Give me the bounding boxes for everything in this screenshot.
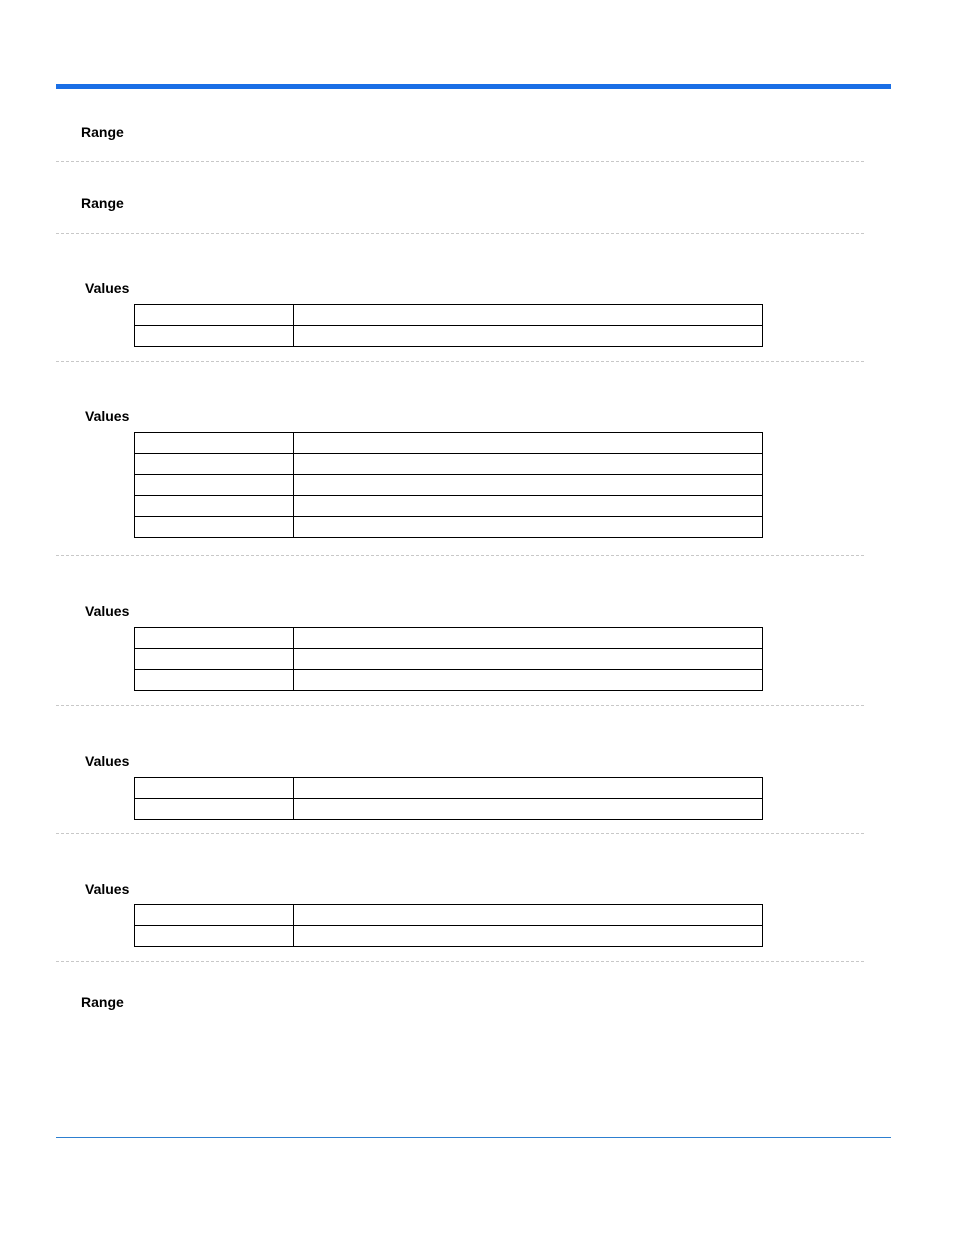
table-cell	[294, 475, 763, 496]
table-cell	[135, 496, 294, 517]
range-label: Range	[81, 195, 124, 211]
table-cell	[294, 326, 763, 347]
values-table	[134, 304, 763, 347]
section-divider	[56, 233, 864, 234]
section-divider	[56, 833, 864, 834]
table-cell	[135, 649, 294, 670]
table-cell	[135, 628, 294, 649]
table-row	[135, 628, 763, 649]
table-cell	[294, 517, 763, 538]
table-row	[135, 496, 763, 517]
section-divider	[56, 161, 864, 162]
table-row	[135, 454, 763, 475]
values-label: Values	[85, 280, 130, 296]
values-table	[134, 777, 763, 820]
table-cell	[294, 799, 763, 820]
table-cell	[135, 326, 294, 347]
table-row	[135, 905, 763, 926]
table-cell	[294, 305, 763, 326]
table-row	[135, 305, 763, 326]
table-cell	[135, 926, 294, 947]
table-row	[135, 799, 763, 820]
table-cell	[294, 496, 763, 517]
table-cell	[135, 433, 294, 454]
values-table	[134, 904, 763, 947]
values-label: Values	[85, 753, 130, 769]
table-cell	[294, 905, 763, 926]
section-divider	[56, 961, 864, 962]
table-row	[135, 778, 763, 799]
table-cell	[135, 517, 294, 538]
table-cell	[135, 454, 294, 475]
table-cell	[294, 433, 763, 454]
section-divider	[56, 361, 864, 362]
table-row	[135, 475, 763, 496]
table-row	[135, 926, 763, 947]
table-row	[135, 670, 763, 691]
table-cell	[294, 649, 763, 670]
table-row	[135, 517, 763, 538]
table-cell	[135, 778, 294, 799]
table-cell	[294, 628, 763, 649]
table-row	[135, 326, 763, 347]
table-cell	[135, 475, 294, 496]
table-cell	[294, 670, 763, 691]
values-label: Values	[85, 603, 130, 619]
values-table	[134, 627, 763, 691]
section-divider	[56, 705, 864, 706]
header-rule	[56, 84, 891, 89]
values-table	[134, 432, 763, 538]
range-label: Range	[81, 124, 124, 140]
values-label: Values	[85, 408, 130, 424]
range-label: Range	[81, 994, 124, 1010]
table-cell	[135, 670, 294, 691]
table-cell	[135, 905, 294, 926]
table-cell	[135, 799, 294, 820]
footer-rule	[56, 1137, 891, 1138]
table-cell	[135, 305, 294, 326]
table-cell	[294, 454, 763, 475]
table-cell	[294, 778, 763, 799]
table-cell	[294, 926, 763, 947]
table-row	[135, 433, 763, 454]
section-divider	[56, 555, 864, 556]
table-row	[135, 649, 763, 670]
values-label: Values	[85, 881, 130, 897]
